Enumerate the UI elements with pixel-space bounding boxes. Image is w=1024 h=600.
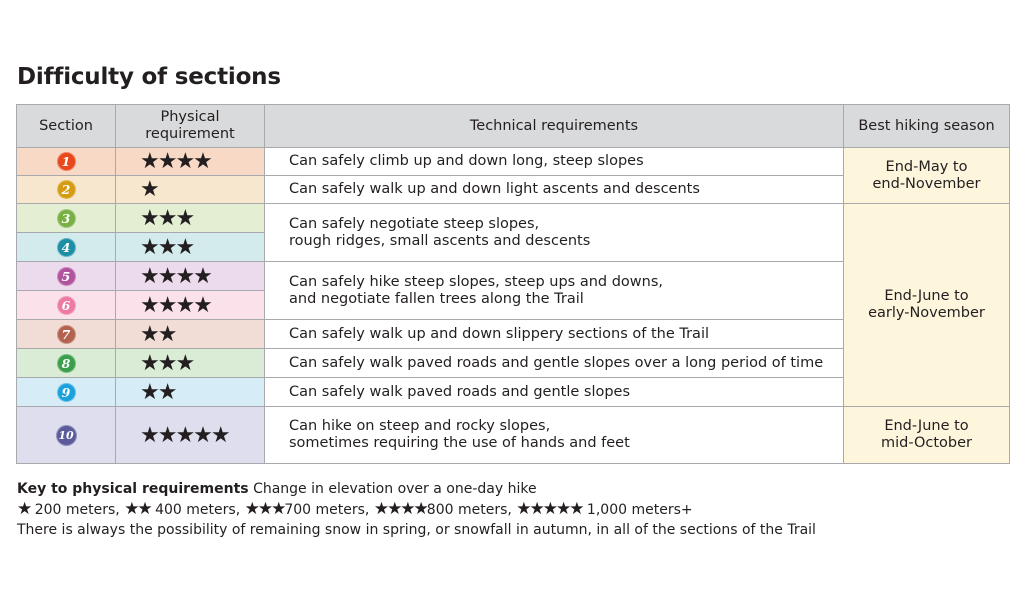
legend-stars-1: ★ bbox=[17, 499, 31, 519]
season-cell bbox=[844, 148, 1010, 204]
section-badge: 10 bbox=[56, 425, 77, 446]
legend-value-2: 400 meters, bbox=[150, 502, 241, 518]
section-cell bbox=[17, 262, 116, 291]
section-cell bbox=[17, 176, 116, 204]
legend-value-5: 1,000 meters+ bbox=[582, 502, 693, 518]
technical-line: Can safely hike steep slopes, steep ups and downs, bbox=[289, 273, 663, 290]
legend-value-3: 700 meters, bbox=[284, 502, 370, 518]
physical-stars: ★★★ bbox=[116, 204, 265, 233]
season-cell bbox=[844, 407, 1010, 464]
section-cell bbox=[17, 204, 116, 233]
difficulty-table bbox=[16, 104, 1010, 464]
physical-stars: ★★★★★ bbox=[116, 407, 265, 464]
legend-subheading: Change in elevation over a one-day hike bbox=[253, 481, 537, 497]
section-badge: 4 bbox=[57, 238, 76, 257]
section-cell bbox=[17, 407, 116, 464]
physical-stars: ★★★★ bbox=[116, 148, 265, 176]
physical-stars: ★★ bbox=[116, 378, 265, 407]
header-physical bbox=[116, 105, 265, 148]
physical-stars: ★ bbox=[116, 176, 265, 204]
section-cell bbox=[17, 291, 116, 320]
season-cell bbox=[844, 204, 1010, 407]
legend-scale bbox=[17, 499, 816, 520]
technical-text bbox=[265, 204, 844, 262]
legend-stars-4: ★★★★ bbox=[373, 499, 427, 519]
season-line: End-June to bbox=[884, 418, 969, 434]
section-cell bbox=[17, 378, 116, 407]
section-cell bbox=[17, 320, 116, 349]
technical-text bbox=[265, 262, 844, 320]
header-technical: Technical requirements bbox=[265, 105, 844, 148]
section-badge: 2 bbox=[57, 180, 76, 199]
technical-text: Can safely walk up and down light ascents and descents bbox=[265, 176, 844, 204]
legend-heading: Key to physical requirements bbox=[17, 481, 249, 497]
header-physical-label: Physical requirement bbox=[145, 109, 235, 142]
season-line: End-May to bbox=[885, 158, 968, 175]
technical-line: Can hike on steep and rocky slopes, bbox=[289, 418, 551, 434]
legend-stars-5: ★★★★★ bbox=[516, 499, 583, 519]
legend-stars-3: ★★★ bbox=[244, 499, 285, 519]
legend-value-4: 800 meters, bbox=[426, 502, 512, 518]
technical-text: Can safely walk up and down slippery sections of the Trail bbox=[265, 320, 844, 349]
legend-value-1: 200 meters, bbox=[30, 502, 120, 518]
legend-note: There is always the possibility of remaining snow in spring, or snowfall in autumn, in all of the sections of the Trail bbox=[17, 522, 816, 538]
section-badge: 3 bbox=[57, 209, 76, 228]
technical-text: Can safely walk paved roads and gentle slopes over a long period of time bbox=[265, 349, 844, 378]
legend-heading-line bbox=[17, 479, 816, 499]
technical-line: sometimes requiring the use of hands and feet bbox=[289, 435, 630, 451]
season-line: End-June to bbox=[884, 288, 969, 304]
header-section: Section bbox=[17, 105, 116, 148]
section-badge: 7 bbox=[57, 325, 76, 344]
technical-text: Can safely walk paved roads and gentle slopes bbox=[265, 378, 844, 407]
technical-line: Can safely negotiate steep slopes, bbox=[289, 215, 540, 232]
physical-stars: ★★★★ bbox=[116, 262, 265, 291]
section-badge: 5 bbox=[57, 267, 76, 286]
physical-stars: ★★★ bbox=[116, 349, 265, 378]
section-cell bbox=[17, 349, 116, 378]
table-row bbox=[17, 148, 1010, 176]
table-row bbox=[17, 407, 1010, 464]
table-row bbox=[17, 204, 1010, 233]
section-badge: 6 bbox=[57, 296, 76, 315]
technical-line: rough ridges, small ascents and descents bbox=[289, 232, 591, 249]
section-cell bbox=[17, 148, 116, 176]
section-cell bbox=[17, 233, 116, 262]
legend-stars-2: ★★ bbox=[124, 499, 151, 519]
header-season: Best hiking season bbox=[844, 105, 1010, 148]
season-line: mid-October bbox=[880, 435, 973, 451]
technical-line: and negotiate fallen trees along the Trail bbox=[289, 290, 584, 307]
technical-text bbox=[265, 407, 844, 464]
section-badge: 8 bbox=[57, 354, 76, 373]
physical-stars: ★★★ bbox=[116, 233, 265, 262]
section-badge: 1 bbox=[57, 152, 76, 171]
page-title: Difficulty of sections bbox=[17, 64, 281, 90]
header-row bbox=[17, 105, 1010, 148]
physical-stars: ★★ bbox=[116, 320, 265, 349]
season-line: early-November bbox=[868, 305, 985, 321]
section-badge: 9 bbox=[57, 383, 76, 402]
technical-text: Can safely climb up and down long, steep slopes bbox=[265, 148, 844, 176]
season-line: end-November bbox=[872, 175, 981, 192]
legend bbox=[17, 479, 816, 540]
physical-stars: ★★★★ bbox=[116, 291, 265, 320]
